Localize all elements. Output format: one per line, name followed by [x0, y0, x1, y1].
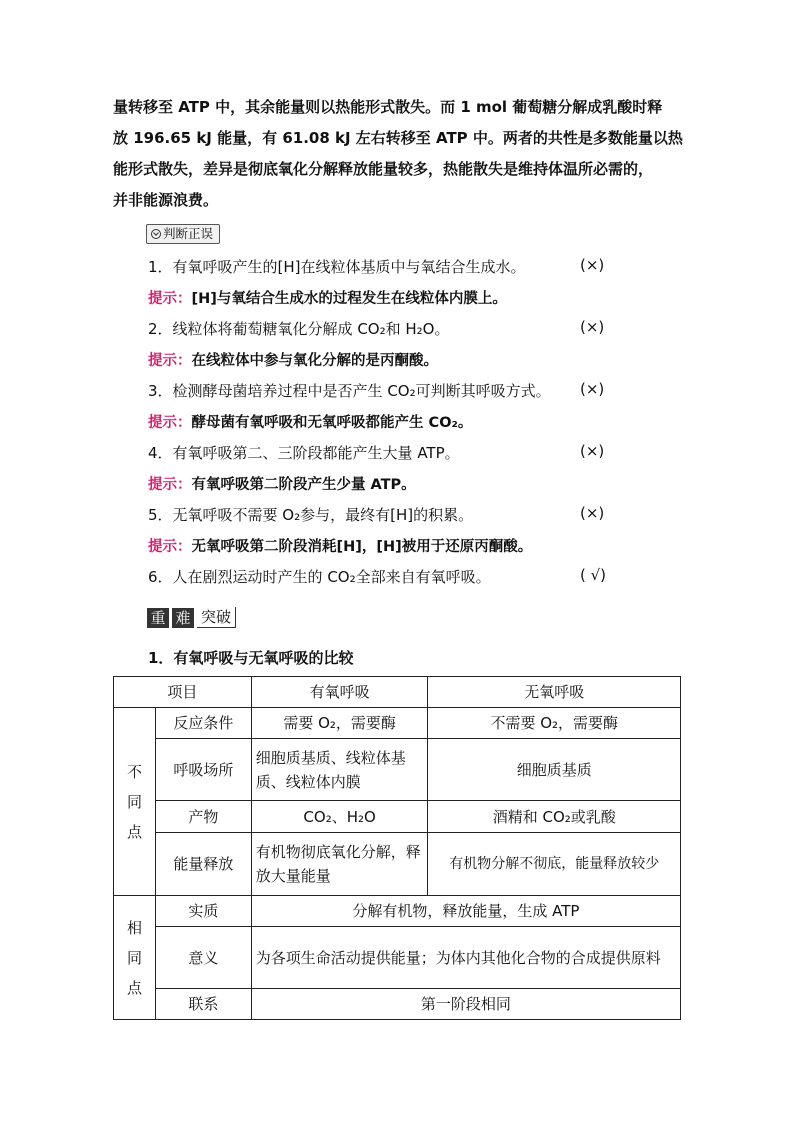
hint-text: [H]与氧结合生成水的过程发生在线粒体内膜上。: [191, 291, 507, 307]
judge-mark-1: (×): [580, 256, 605, 274]
cell-aerobic: 有机物彻底氧化分解，释放大量能量: [251, 833, 428, 896]
cell-anaerobic: 细胞质基质: [428, 739, 681, 801]
diff-label: 不 同 点: [114, 708, 156, 896]
table-row: [114, 896, 681, 927]
table-row: [114, 708, 681, 739]
section-char-2: 难: [172, 608, 194, 628]
hint-text: 在线粒体中参与氧化分解的是丙酮酸。: [191, 353, 438, 369]
cell-anaerobic: 不需要 O₂，需要酶: [428, 708, 681, 739]
cell-aerobic: 细胞质基质、线粒体基质、线粒体内膜: [251, 739, 428, 801]
judge-mark-2: (×): [580, 318, 605, 336]
hint-label: 提示：: [148, 477, 192, 493]
table-row: [114, 833, 681, 896]
header-item: 项目: [114, 677, 252, 708]
judge-item-4: 4．有氧呼吸第二、三阶段都能产生大量 ATP。: [148, 444, 460, 462]
judge-item-6: 6．人在剧烈运动时产生的 CO₂全部来自有氧呼吸。: [148, 568, 491, 586]
row-name: 联系: [155, 989, 251, 1020]
hint-4: [148, 473, 416, 494]
row-name: 呼吸场所: [155, 739, 251, 801]
row-name: 实质: [155, 896, 251, 927]
hint-label: 提示：: [148, 353, 192, 369]
section-rest: 突破: [197, 607, 236, 628]
judge-item-1: 1．有氧呼吸产生的[H]在线粒体基质中与氧结合生成水。: [148, 258, 526, 276]
row-name: 反应条件: [155, 708, 251, 739]
table-row: [114, 927, 681, 989]
judge-badge: [146, 224, 220, 244]
hint-text: 有氧呼吸第二阶段产生少量 ATP。: [191, 477, 416, 493]
cell-aerobic: CO₂、H₂O: [251, 801, 428, 833]
hint-text: 酵母菌有氧呼吸和无氧呼吸都能产生 CO₂。: [191, 415, 473, 431]
judge-item-5: 5．无氧呼吸不需要 O₂参与，最终有[H]的积累。: [148, 506, 474, 524]
judge-item-3: 3．检测酵母菌培养过程中是否产生 CO₂可判断其呼吸方式。: [148, 382, 551, 400]
cell-aerobic: 需要 O₂，需要酶: [251, 708, 428, 739]
header-anaerobic: 无氧呼吸: [428, 677, 681, 708]
table-title: 1．有氧呼吸与无氧呼吸的比较: [148, 649, 354, 667]
judge-mark-6: ( √): [580, 566, 607, 584]
table-row: [114, 989, 681, 1020]
hint-3: [148, 411, 472, 432]
cell-value: 分解有机物，释放能量，生成 ATP: [251, 896, 680, 927]
intro-paragraph: [113, 92, 683, 216]
hint-5: [148, 535, 532, 556]
hint-1: [148, 287, 507, 308]
hint-label: 提示：: [148, 291, 192, 307]
hint-2: [148, 349, 438, 370]
hint-label: 提示：: [148, 539, 192, 555]
hint-label: 提示：: [148, 415, 192, 431]
chevron-down-circle-icon: [151, 229, 161, 239]
row-name: 意义: [155, 927, 251, 989]
section-header: [147, 604, 236, 628]
judge-mark-3: (×): [580, 380, 605, 398]
cell-value: 第一阶段相同: [251, 989, 680, 1020]
hint-text: 无氧呼吸第二阶段消耗[H]，[H]被用于还原丙酮酸。: [191, 539, 533, 555]
comparison-table: [113, 676, 681, 1020]
row-name: 能量释放: [155, 833, 251, 896]
judge-mark-5: (×): [580, 504, 605, 522]
cell-anaerobic: 酒精和 CO₂或乳酸: [428, 801, 681, 833]
intro-line: 放 196.65 kJ 能量，有 61.08 kJ 左右转移至 ATP 中。两者的共性是多数能量以热: [113, 129, 683, 147]
judge-item-2: 2．线粒体将葡萄糖氧化分解成 CO₂和 H₂O。: [148, 320, 450, 338]
same-label: 相 同 点: [114, 896, 156, 1020]
section-char-1: 重: [147, 608, 169, 628]
judge-mark-4: (×): [580, 442, 605, 460]
intro-line: 量转移至 ATP 中，其余能量则以热能形式散失。而 1 mol 葡萄糖分解成乳酸时释: [113, 98, 663, 116]
intro-line: 能形式散失，差异是彻底氧化分解释放能量较多，热能散失是维持体温所必需的，: [113, 160, 654, 178]
cell-anaerobic: 有机物分解不彻底，能量释放较少: [428, 833, 681, 896]
row-name: 产物: [155, 801, 251, 833]
table-row: [114, 801, 681, 833]
header-aerobic: 有氧呼吸: [251, 677, 428, 708]
judge-badge-label: 判断正误: [163, 226, 214, 241]
intro-line: 并非能源浪费。: [113, 191, 219, 209]
table-header-row: [114, 677, 681, 708]
table-row: [114, 739, 681, 801]
cell-value: 为各项生命活动提供能量；为体内其他化合物的合成提供原料: [251, 927, 680, 989]
